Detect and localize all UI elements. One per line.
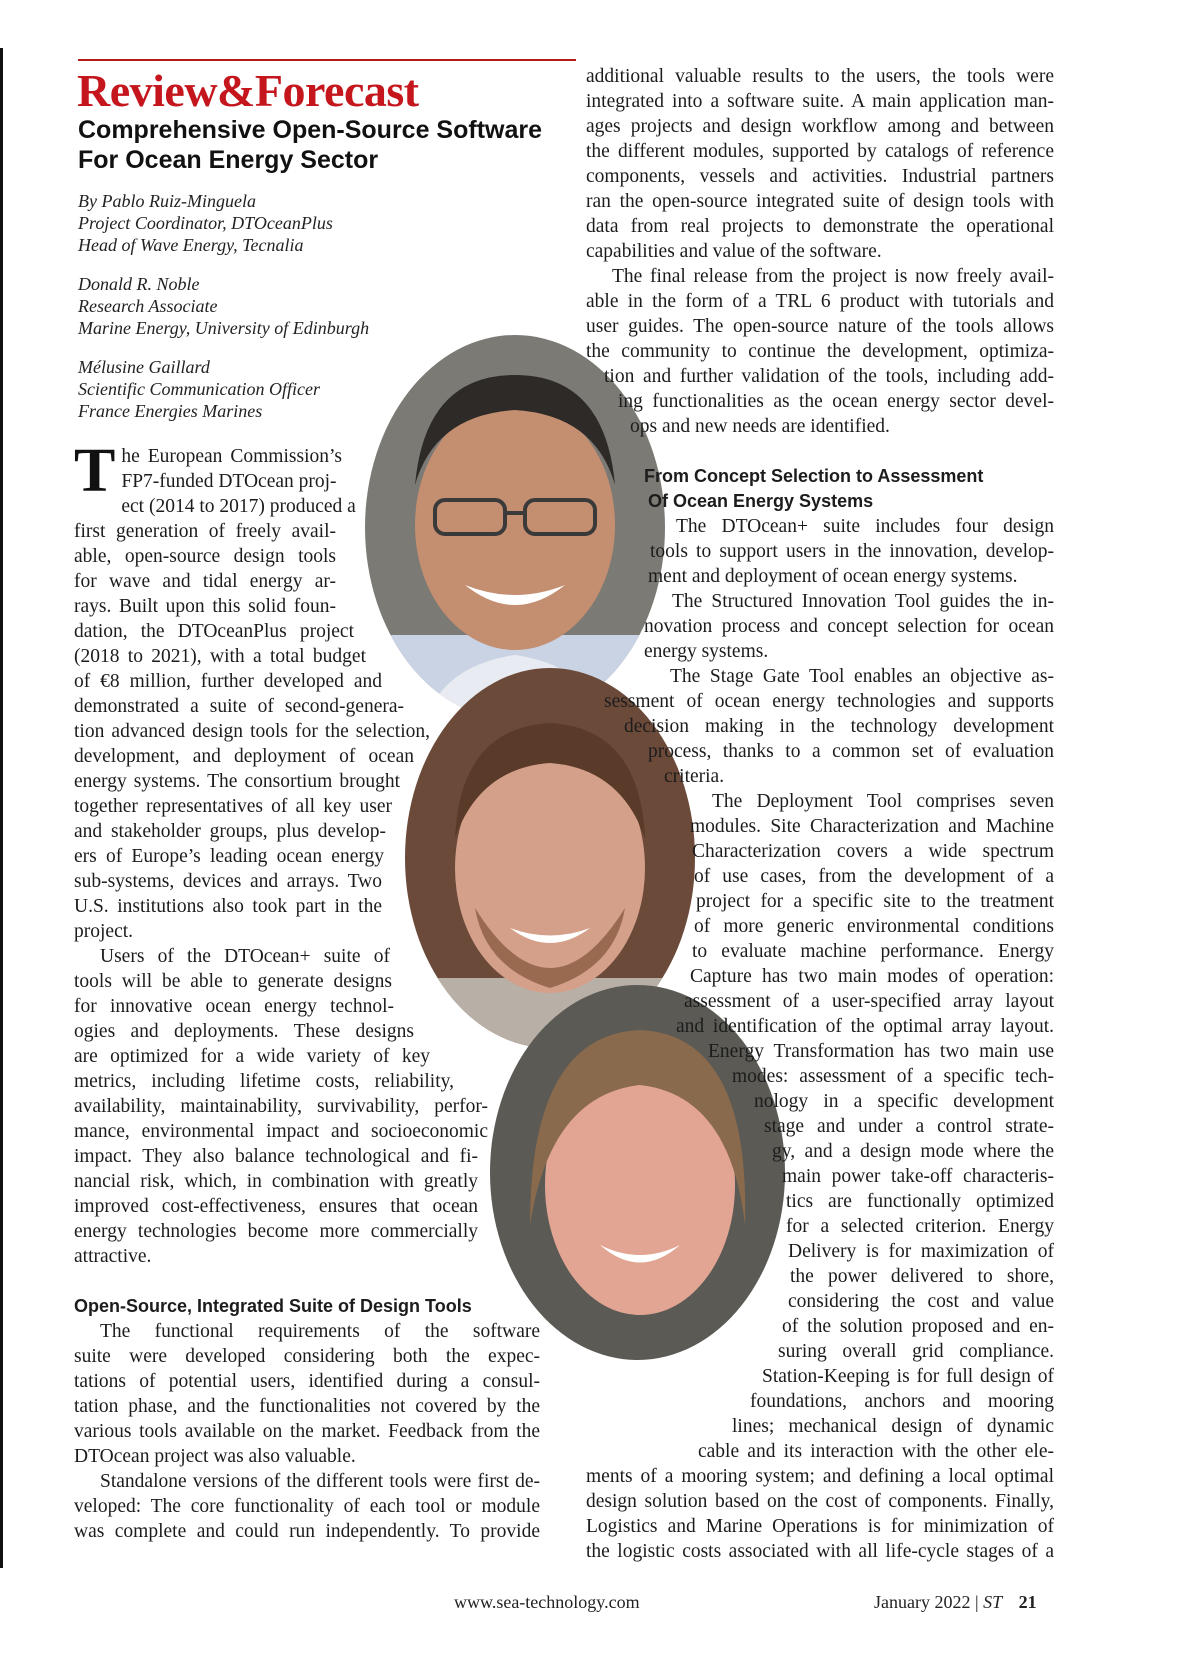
body-text-line: Standalone versions of the different tools were first de- [100,1471,540,1492]
body-text-line: nology in a specific development [754,1091,1054,1112]
body-text-line: additional valuable results to the users, the tools were [586,66,1054,87]
paragraph-spacer [74,1269,540,1294]
body-text-line: suring overall grid compliance. [778,1341,1054,1362]
body-text-line: of €8 million, further developed and [74,671,382,692]
body-text-line: ment and deployment of ocean energy systems. [648,566,1018,587]
byline-author-3 [78,356,320,422]
byline-line: Marine Energy, University of Edinburgh [78,318,370,338]
body-text-line: together representatives of all key user [74,796,392,817]
body-text-line: considering the cost and value [788,1291,1054,1312]
body-text-line: able in the form of a TRL 6 product with tutorials and [586,291,1054,312]
body-text-line: The DTOcean+ suite includes four design [676,516,1054,537]
body-text-line: ing functionalities as the ocean energy sector devel- [618,391,1054,412]
byline-author-2 [78,273,369,339]
body-text-line: U.S. institutions also took part in the [74,896,382,917]
body-text-line: The functional requirements of the software [100,1321,540,1342]
byline-line: Donald R. Noble [78,274,200,294]
body-text-line: sub-systems, devices and arrays. Two [74,871,382,892]
headline-line: For Ocean Energy Sector [78,146,379,174]
body-text-line: development, and deployment of ocean [74,746,414,767]
body-text-line: main power take-off characteris- [782,1166,1054,1187]
body-text-line: demonstrated a suite of second-genera- [74,696,404,717]
body-text-line: for innovative ocean energy technol- [74,996,394,1017]
body-text-line: of use cases, from the development of a [694,866,1054,887]
body-text-line: The Structured Innovation Tool guides the in- [672,591,1054,612]
body-text-line: nancial risk, which, in combination with greatly [74,1171,478,1192]
body-text-line: first generation of freely avail- [74,521,336,542]
body-text-line: Users of the DTOcean+ suite of [100,946,390,967]
body-text-line: foundations, anchors and mooring [750,1391,1054,1412]
footer-issue [874,1592,1037,1613]
footer-url: www.sea-technology.com [454,1592,640,1612]
footer-magazine: ST [983,1592,1003,1612]
body-text-line: he European Commission’s [121,446,342,467]
body-text-line: project for a specific site to the treatment [696,891,1054,912]
body-text-line: Station-Keeping is for full design of [762,1366,1054,1387]
article-headline [78,115,578,175]
body-text-line: ect (2014 to 2017) produced a [121,496,356,517]
body-text-line: tools will be able to generate designs [74,971,392,992]
body-text-line: able, open-source design tools [74,546,336,567]
body-text-line: tations of potential users, identified during a consul- [74,1371,540,1392]
byline-line: Research Associate [78,296,218,316]
page-edge-rule [0,48,3,1568]
body-text-line: rays. Built upon this solid foun- [74,596,336,617]
body-text-line: FP7-funded DTOcean proj- [121,471,337,492]
body-text-line: veloped: The core functionality of each tool or module [74,1496,540,1517]
body-text-line: impact. They also balance technological and fi- [74,1146,478,1167]
body-text-line: energy systems. The consortium brought [74,771,400,792]
byline-line: Scientific Communication Officer [78,379,320,399]
body-text-line: to evaluate machine performance. Energy [692,941,1054,962]
body-text-line: mance, environmental impact and socioeconomic [74,1121,488,1142]
body-text-line: The Stage Gate Tool enables an objective as- [670,666,1054,687]
body-text-line: stage and under a control strate- [764,1116,1054,1137]
body-text-line: modules. Site Characterization and Machine [690,816,1054,837]
section-subheading: Open-Source, Integrated Suite of Design Tools [74,1296,472,1316]
body-text-line: improved cost-effectiveness, ensures that ocean [74,1196,478,1217]
body-text-line: lines; mechanical design of dynamic [732,1416,1054,1437]
section-subheading: Of Ocean Energy Systems [648,491,874,511]
footer-separator: | [974,1592,979,1612]
byline-line: By Pablo Ruiz-Minguela [78,191,256,211]
footer-page-number: 21 [1018,1592,1037,1612]
byline-line: Head of Wave Energy, Tecnalia [78,235,304,255]
body-text-line: tics are functionally optimized [786,1191,1054,1212]
byline-line: Project Coordinator, DTOceanPlus [78,213,333,233]
body-text-line: gy, and a design mode where the [772,1141,1054,1162]
body-text-line: metrics, including lifetime costs, reliability, [74,1071,454,1092]
body-text-line: was complete and could run independently. To provide [74,1521,540,1542]
body-text-line: ops and new needs are identified. [630,416,890,437]
body-text-line: are optimized for a wide variety of key [74,1046,430,1067]
section-top-rule [78,59,576,61]
body-text-line: capabilities and value of the software. [586,241,882,262]
body-text-line: the power delivered to shore, [790,1266,1054,1287]
body-text-line: the logistic costs associated with all life-cycle stages of a [586,1541,1054,1562]
byline-line: Mélusine Gaillard [78,357,210,377]
section-subheading: From Concept Selection to Assessment [644,466,984,486]
footer-date: January 2022 [874,1592,971,1612]
body-text-line: Characterization covers a wide spectrum [692,841,1054,862]
body-text-line: sessment of ocean energy technologies and supports [604,691,1054,712]
body-text-line: integrated into a software suite. A main application man- [586,91,1054,112]
body-text-line: dation, the DTOceanPlus project [74,621,354,642]
body-text-line: for a selected criterion. Energy [786,1216,1054,1237]
body-text-line: suite were developed considering both the expec- [74,1346,540,1367]
body-text-line: attractive. [74,1246,152,1267]
drop-cap: T [74,437,116,505]
body-text-line: components, vessels and activities. Industrial partners [586,166,1054,187]
byline-author-1 [78,190,333,256]
body-text-line: assessment of a user-specified array layout [684,991,1054,1012]
body-text-line: ers of Europe’s leading ocean energy [74,846,384,867]
body-text-line: project. [74,921,134,942]
body-text-line: novation process and concept selection for ocean [644,616,1054,637]
body-text-line: modes: assessment of a specific tech- [732,1066,1054,1087]
body-text-line: Delivery is for maximization of [788,1241,1054,1262]
body-text-line: various tools available on the market. Feedback from the [74,1421,540,1442]
body-text-line: energy systems. [644,641,769,662]
body-text-line: data from real projects to demonstrate the operational [586,216,1054,237]
body-text-line: The Deployment Tool comprises seven [712,791,1054,812]
body-text-line: ages projects and design workflow among and between [586,116,1054,137]
body-text-line: criteria. [664,766,725,787]
body-text-line: Capture has two main modes of operation: [690,966,1054,987]
body-text-line: (2018 to 2021), with a total budget [74,646,366,667]
body-text-line: of the solution proposed and en- [782,1316,1054,1337]
right-column [586,64,1054,1564]
paragraph-spacer [586,439,1054,464]
body-text-line: for wave and tidal energy ar- [74,571,336,592]
body-text-line: tools to support users in the innovation, develop- [650,541,1054,562]
headline-line: Comprehensive Open-Source Software [78,116,543,144]
body-text-line: tion and further validation of the tools, including add- [604,366,1054,387]
body-text-line: design solution based on the cost of components. Finally, [586,1491,1054,1512]
body-text-line: tion advanced design tools for the selection, [74,721,430,742]
body-text-line: cable and its interaction with the other ele- [698,1441,1054,1462]
body-text-line: Energy Transformation has two main use [708,1041,1054,1062]
body-text-line: ogies and deployments. These designs [74,1021,414,1042]
body-text-line: process, thanks to a common set of evaluation [648,741,1054,762]
body-text-line: ran the open-source integrated suite of design tools with [586,191,1054,212]
section-title: Review&Forecast [77,65,419,116]
body-text-line: user guides. The open-source nature of the tools allows [586,316,1054,337]
body-text-line: decision making in the technology development [624,716,1054,737]
body-text-line: and identification of the optimal array layout. [676,1016,1054,1037]
body-text-line: DTOcean project was also valuable. [74,1446,356,1467]
body-text-line: energy technologies become more commercially [74,1221,478,1242]
body-text-line: the community to continue the development, optimiza- [586,341,1054,362]
body-text-line: availability, maintainability, survivability, perfor- [74,1096,488,1117]
body-text-line: Logistics and Marine Operations is for minimization of [586,1516,1054,1537]
body-text-line: ments of a mooring system; and defining a local optimal [586,1466,1054,1487]
body-text-line: the different modules, supported by catalogs of reference [586,141,1054,162]
body-text-line: tation phase, and the functionalities not covered by the [74,1396,540,1417]
byline-line: France Energies Marines [78,401,263,421]
body-text-line: The final release from the project is now freely avail- [612,266,1054,287]
body-text-line: of more generic environmental conditions [694,916,1054,937]
left-column [74,437,540,1544]
body-text-line: and stakeholder groups, plus develop- [74,821,386,842]
